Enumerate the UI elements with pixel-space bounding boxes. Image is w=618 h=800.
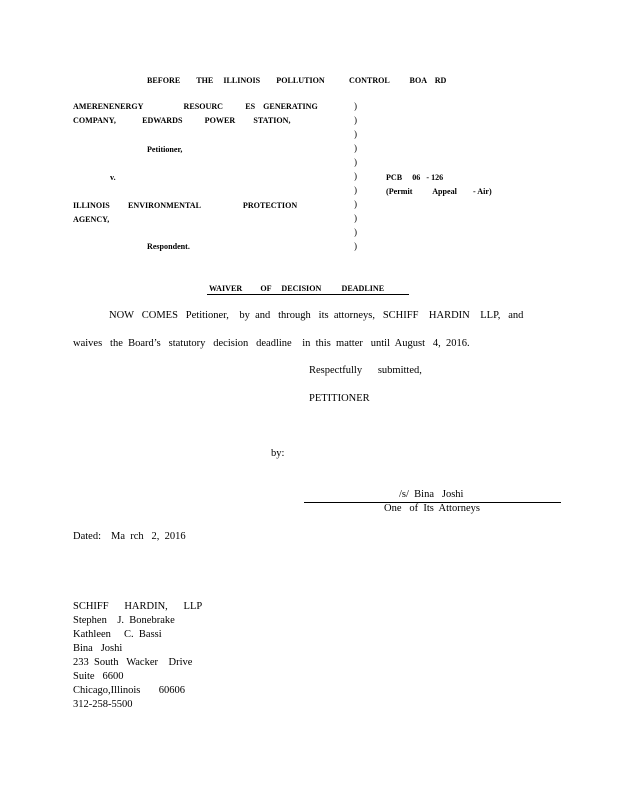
signature: /s/ Bina Joshi <box>399 489 464 500</box>
paren: ) <box>354 227 357 237</box>
paren: ) <box>354 241 357 251</box>
paren: ) <box>354 185 357 195</box>
dated-value: Ma rch 2, 2016 <box>111 531 186 542</box>
paren: ) <box>354 101 357 111</box>
respectfully-submitted: Respectfully submitted, <box>309 365 422 376</box>
firm-line: Chicago,Illinois 60606 <box>73 685 185 696</box>
petitioner-name-line1: AMERENENERGY RESOURC ES GENERATING <box>73 101 318 111</box>
caption-heading: BEFORE THE ILLINOIS POLLUTION CONTROL BOA RD <box>147 75 447 85</box>
paren: ) <box>354 157 357 167</box>
respondent-role: Respondent. <box>147 241 190 251</box>
case-type: (Permit Appeal - Air) <box>386 186 492 196</box>
by-label: by: <box>271 448 285 459</box>
firm-line: Stephen J. Bonebrake <box>73 615 175 626</box>
paren: ) <box>354 143 357 153</box>
document-title: WAIVER OF DECISION DEADLINE <box>209 283 385 293</box>
firm-line: SCHIFF HARDIN, LLP <box>73 601 203 612</box>
versus-label: v. <box>110 172 116 182</box>
firm-line: 312-258-5500 <box>73 699 133 710</box>
respondent-name-line1: ILLINOIS ENVIRONMENTAL PROTECTION <box>73 200 298 210</box>
paren: ) <box>354 171 357 181</box>
body-line-2: waives the Board’s statutory decision deadline in this matter until August 4, 2016. <box>73 338 470 349</box>
petitioner-role: Petitioner, <box>147 144 183 154</box>
respondent-name-line2: AGENCY, <box>73 214 110 224</box>
body-line-1: NOW COMES Petitioner, by and through its attorneys, SCHIFF HARDIN LLP, and <box>109 310 524 321</box>
firm-line: 233 South Wacker Drive <box>73 657 193 668</box>
party-name: PETITIONER <box>309 393 370 404</box>
title-underline <box>207 294 409 295</box>
paren: ) <box>354 115 357 125</box>
petitioner-name-line2: COMPANY, EDWARDS POWER STATION, <box>73 115 291 125</box>
dated-label: Dated: <box>73 531 101 542</box>
paren: ) <box>354 129 357 139</box>
paren: ) <box>354 199 357 209</box>
firm-line: Bina Joshi <box>73 643 123 654</box>
firm-line: Suite 6600 <box>73 671 124 682</box>
case-number: PCB 06 - 126 <box>386 172 444 182</box>
firm-line: Kathleen C. Bassi <box>73 629 162 640</box>
paren: ) <box>354 213 357 223</box>
signature-caption: One of Its Attorneys <box>384 503 480 514</box>
